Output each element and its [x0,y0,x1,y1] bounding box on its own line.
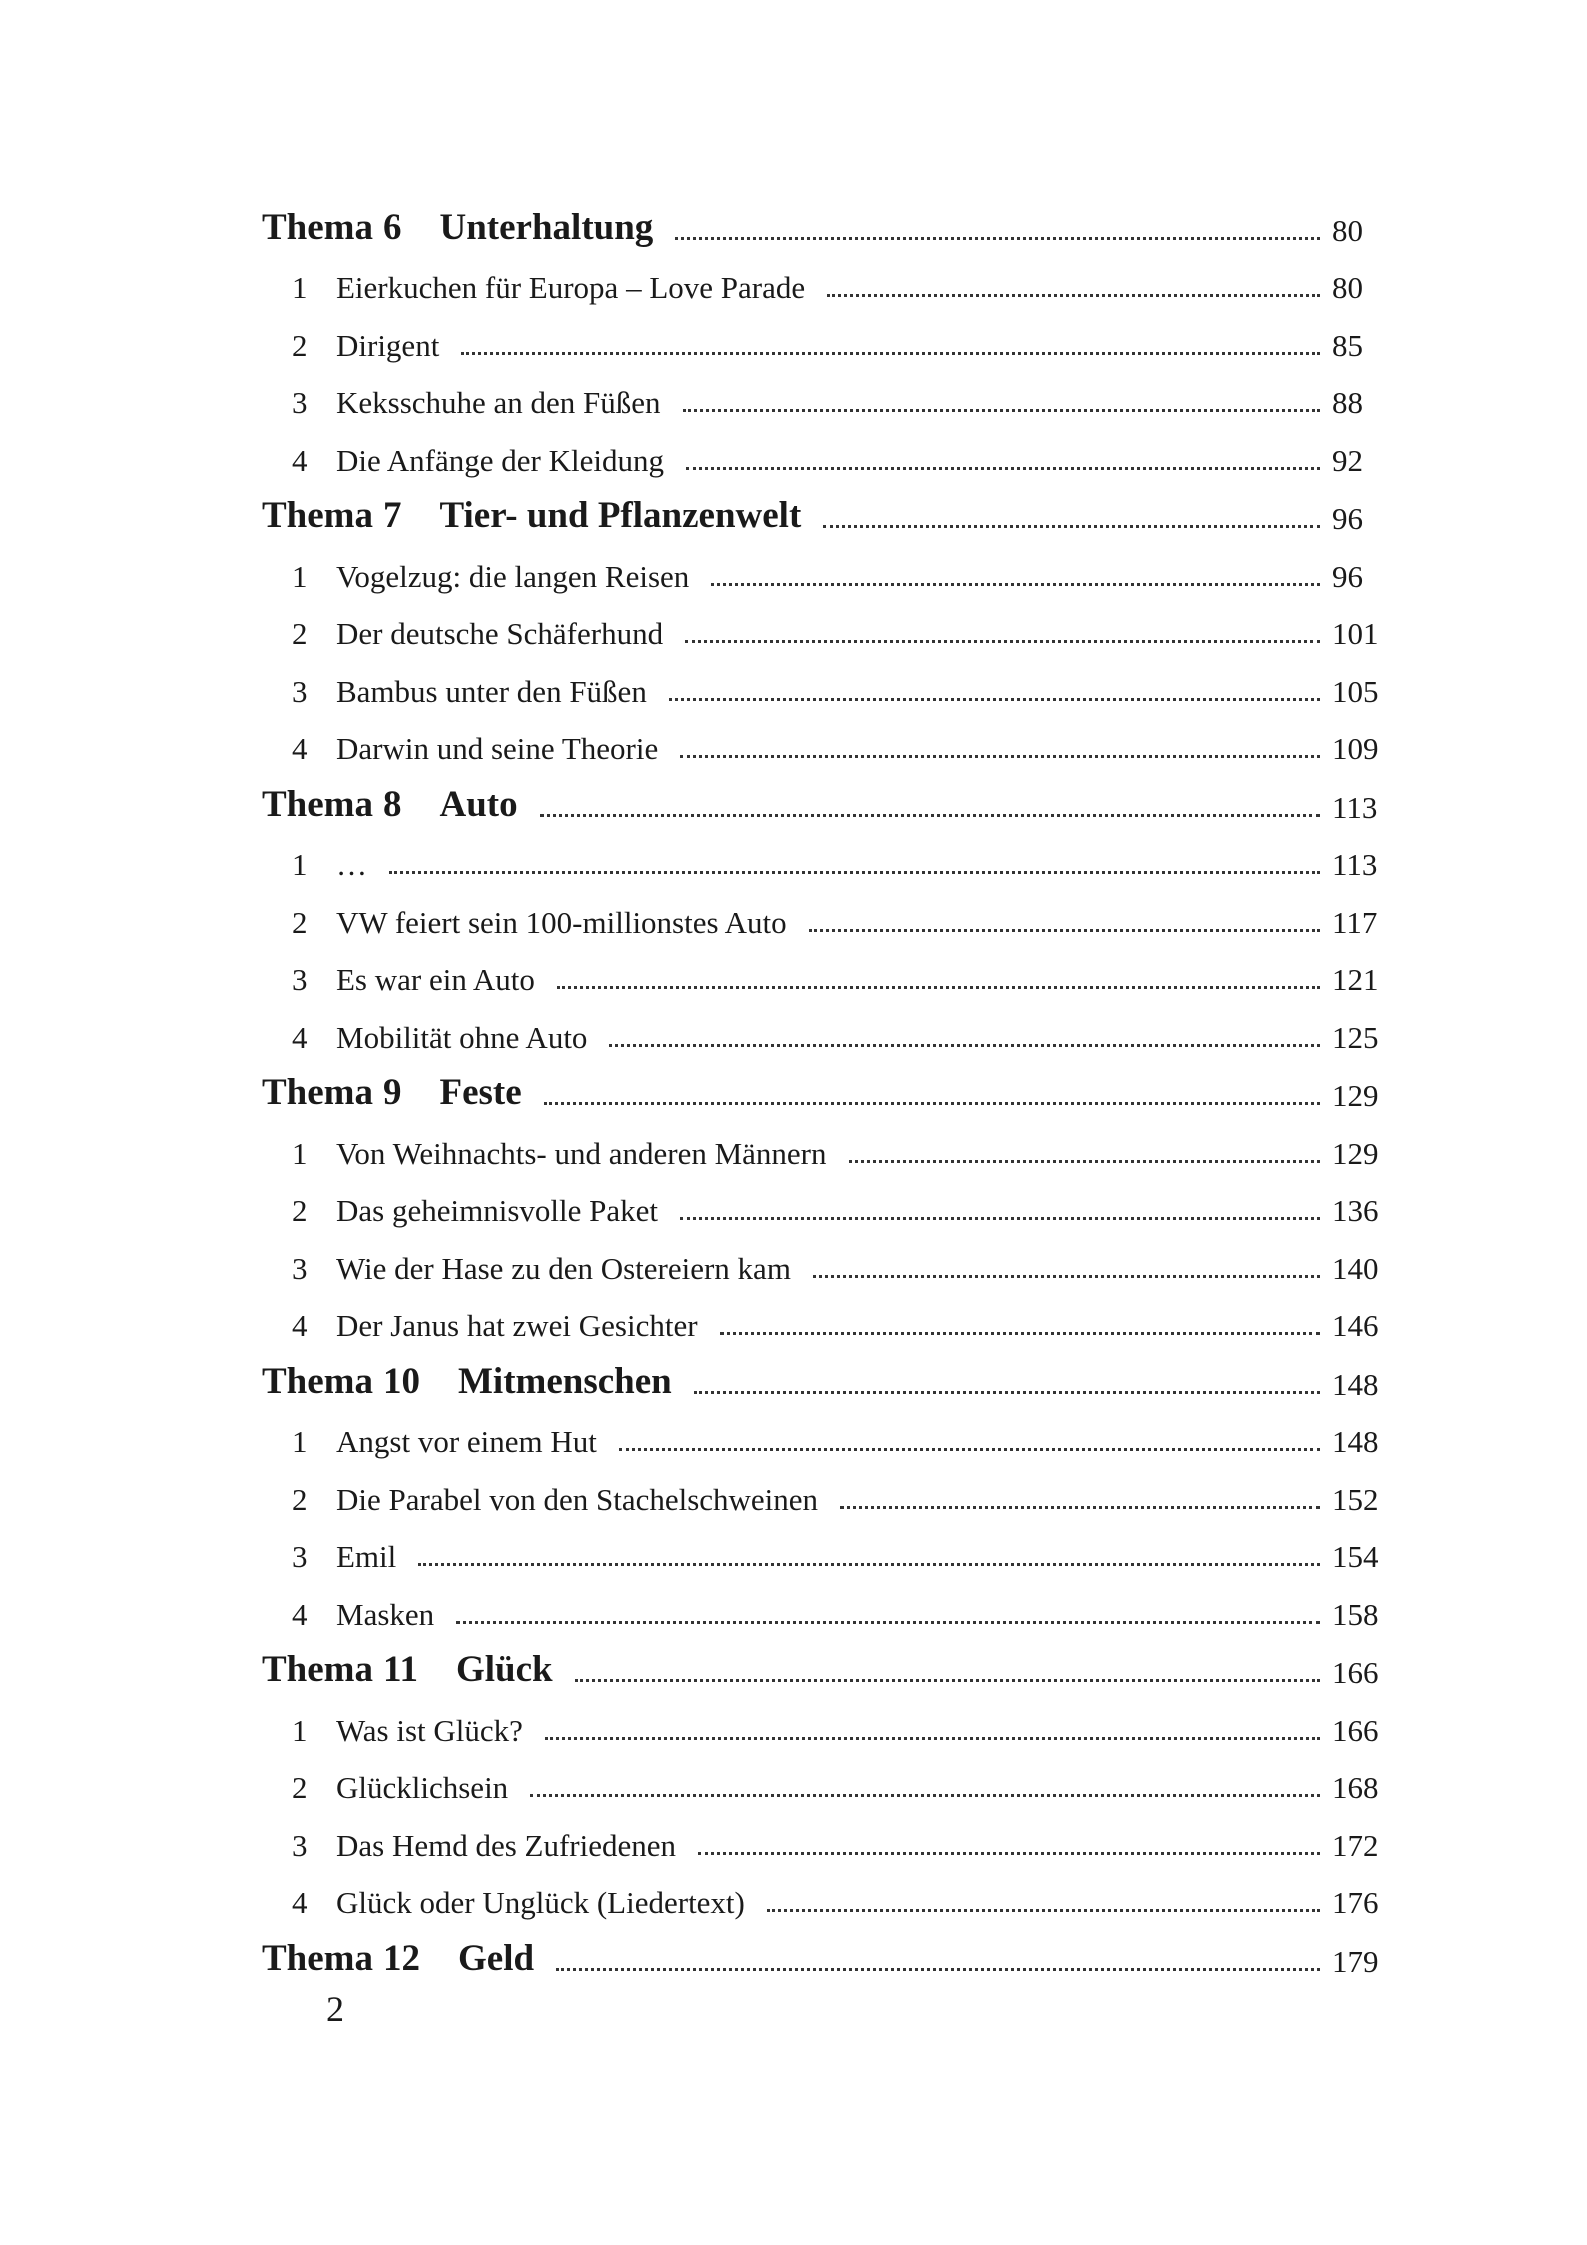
entry-number: 2 [292,904,308,940]
entry-title: Der Janus hat zwei Gesichter [336,1308,698,1343]
entry-number: 4 [292,1019,308,1055]
section-label: Thema [262,1937,373,1979]
dot-leader [686,467,1320,470]
section-title: Auto [439,783,518,825]
entry-number: 1 [292,847,308,882]
entry-number: 3 [292,1827,308,1863]
section-label: Thema [262,1360,373,1402]
section-number: 12 [383,1937,420,1979]
page-number: 96 [1332,558,1363,594]
page-number: 105 [1332,673,1379,709]
dot-leader [389,871,1320,874]
section-label: Thema [262,783,373,825]
section-title: Glück [455,1649,553,1690]
section-number: 7 [383,495,402,536]
entry-number: 1 [292,1712,308,1748]
page-number: 96 [1332,501,1363,536]
toc-entry[interactable] [262,652,1392,710]
dot-leader [680,1217,1320,1220]
section-label: Thema [262,1649,373,1690]
dot-leader [767,1909,1320,1912]
dot-leader [456,1621,1320,1624]
toc-entry[interactable] [262,1114,1392,1172]
dot-leader [685,640,1320,643]
dot-leader [711,583,1320,586]
page-number: 80 [1332,270,1363,305]
entry-number: 4 [292,1596,308,1632]
dot-leader [540,814,1320,817]
toc-section-heading[interactable] [262,479,1392,538]
toc-entry[interactable] [262,1575,1392,1633]
page-number: 136 [1332,1193,1379,1228]
toc-entry[interactable] [262,1806,1392,1864]
entry-title: Es war ein Auto [336,962,535,997]
entry-title: Von Weihnachts- und anderen Männern [336,1135,827,1171]
dot-leader [720,1332,1320,1335]
dot-leader [545,1737,1320,1740]
page-folio-number: 2 [326,1989,344,2029]
page-number: 121 [1332,962,1379,997]
toc-entry[interactable] [262,710,1392,768]
page-number: 154 [1332,1539,1379,1574]
page-number: 129 [1332,1135,1379,1171]
page-number: 113 [1332,847,1378,882]
dot-leader [683,409,1320,412]
page-number: 176 [1332,1885,1379,1920]
dot-leader [675,237,1320,240]
toc-section-heading[interactable] [262,1344,1392,1403]
entry-title: Die Parabel von den Stachelschweinen [336,1481,819,1517]
entry-number: 2 [292,1193,308,1228]
page-number: 168 [1332,1770,1379,1805]
page-number: 129 [1332,1078,1379,1113]
page-number: 152 [1332,1481,1379,1517]
page-number: 80 [1332,212,1363,248]
toc-entry[interactable] [262,1864,1392,1922]
entry-number: 2 [292,616,308,651]
toc-section-heading[interactable] [262,767,1392,826]
entry-number: 2 [292,1481,308,1517]
toc-entry[interactable] [262,941,1392,999]
entry-title: Keksschuhe an den Füßen [336,385,661,420]
dot-leader [827,294,1320,297]
toc-entry[interactable] [262,249,1392,307]
table-of-contents [262,190,1392,1980]
section-title: Unterhaltung [439,206,654,248]
dot-leader [813,1275,1320,1278]
entry-title: Wie der Hase zu den Ostereiern kam [336,1250,791,1286]
page-number: 140 [1332,1250,1379,1286]
section-number: 10 [383,1360,420,1402]
toc-entry[interactable] [262,1749,1392,1807]
page-number: 158 [1332,1596,1379,1632]
entry-number: 4 [292,1885,308,1920]
page-number: 148 [1332,1366,1379,1402]
toc-entry[interactable] [262,998,1392,1056]
dot-leader [849,1160,1320,1163]
entry-title: Vogelzug: die langen Reisen [336,558,690,594]
dot-leader [575,1679,1320,1682]
toc-section-heading[interactable] [262,1056,1392,1115]
dot-leader [544,1102,1320,1105]
dot-leader [418,1563,1320,1566]
section-title: Geld [458,1937,535,1979]
toc-entry[interactable] [262,1518,1392,1576]
toc-entry[interactable] [262,1403,1392,1461]
toc-entry[interactable] [262,537,1392,595]
entry-number: 3 [292,962,308,997]
dot-leader [840,1506,1320,1509]
entry-title: Der deutsche Schäferhund [336,616,664,651]
section-label: Thema [262,206,373,248]
dot-leader [694,1391,1320,1394]
entry-title: Bambus unter den Füßen [336,673,647,709]
entry-title: VW feiert sein 100-millionstes Auto [336,904,787,940]
page-number: 88 [1332,385,1363,420]
dot-leader [556,1968,1320,1971]
entry-title: Angst vor einem Hut [336,1424,597,1459]
dot-leader [609,1044,1320,1047]
page-number: 166 [1332,1655,1379,1690]
entry-number: 2 [292,1770,308,1805]
toc-entry[interactable] [262,1691,1392,1749]
page-number: 92 [1332,442,1363,478]
dot-leader [823,525,1320,528]
entry-title: Glück oder Unglück (Liedertext) [336,1885,745,1920]
toc-entry[interactable] [262,595,1392,653]
entry-title: Eierkuchen für Europa – Love Parade [336,270,806,305]
section-label: Thema [262,1072,373,1113]
section-title: Tier- und Pflanzenwelt [439,495,802,536]
toc-section-heading[interactable] [262,1921,1392,1980]
section-title: Feste [439,1072,522,1113]
toc-entry[interactable] [262,421,1392,479]
dot-leader [530,1794,1320,1797]
page-number: 179 [1332,1943,1379,1979]
page-number: 125 [1332,1019,1379,1055]
entry-title: Das Hemd des Zufriedenen [336,1827,677,1863]
dot-leader [461,352,1320,355]
entry-title: Mobilität ohne Auto [336,1019,588,1055]
entry-title: Darwin und seine Theorie [336,731,659,766]
page-number: 101 [1332,616,1379,651]
page-number: 117 [1332,904,1378,940]
dot-leader [557,986,1320,989]
toc-entry[interactable] [262,1287,1392,1345]
page-number: 85 [1332,327,1363,363]
section-label: Thema [262,495,373,536]
entry-number: 3 [292,1539,308,1574]
page-number: 113 [1332,789,1378,825]
entry-title: Was ist Glück? [336,1712,523,1748]
section-number: 9 [383,1072,402,1113]
toc-entry[interactable] [262,1229,1392,1287]
dot-leader [619,1448,1320,1451]
entry-number: 4 [292,442,308,478]
toc-section-heading[interactable] [262,1633,1392,1692]
entry-number: 2 [292,327,308,363]
entry-number: 4 [292,731,308,766]
dot-leader [680,755,1320,758]
toc-entry[interactable] [262,883,1392,941]
entry-title: … [336,847,367,882]
dot-leader [698,1852,1320,1855]
dot-leader [669,698,1320,701]
toc-section-heading[interactable] [262,190,1392,249]
section-number: 8 [383,783,402,825]
entry-number: 4 [292,1308,308,1343]
dot-leader [809,929,1320,932]
entry-title: Die Anfänge der Kleidung [336,442,664,478]
toc-entry[interactable] [262,1172,1392,1230]
entry-number: 1 [292,1424,308,1459]
page-number: 148 [1332,1424,1379,1459]
page-number: 146 [1332,1308,1379,1343]
section-number: 11 [383,1649,418,1690]
toc-entry[interactable] [262,306,1392,364]
toc-entry[interactable] [262,1460,1392,1518]
entry-title: Emil [336,1539,397,1574]
page-number: 109 [1332,731,1379,766]
entry-title: Das geheimnisvolle Paket [336,1193,658,1228]
section-title: Mitmenschen [458,1360,672,1402]
entry-number: 1 [292,270,308,305]
entry-title: Glücklichsein [336,1770,509,1805]
toc-entry[interactable] [262,826,1392,884]
entry-number: 3 [292,1250,308,1286]
toc-entry[interactable] [262,364,1392,422]
entry-number: 1 [292,1135,308,1171]
section-number: 6 [383,206,402,248]
entry-number: 1 [292,558,308,594]
page-number: 166 [1332,1712,1379,1748]
entry-title: Dirigent [336,327,440,363]
entry-number: 3 [292,673,308,709]
entry-number: 3 [292,385,308,420]
entry-title: Masken [336,1596,435,1632]
page-number: 172 [1332,1827,1379,1863]
